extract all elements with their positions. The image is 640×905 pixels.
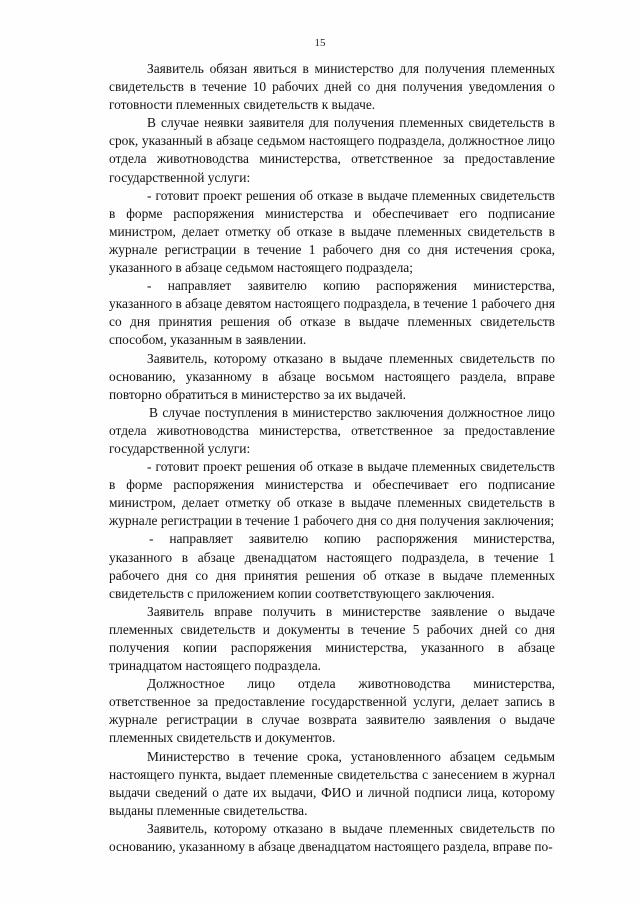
paragraph: В случае неявки заявителя для получения племенных свидетельств в срок, указанный в абзаце седьмом настоящего подраздела, должностное лицо отдела животноводства министерства, ответственное за предоставление государственной услуги: (109, 115, 555, 185)
page-number: 15 (314, 37, 326, 49)
paragraph: В случае поступления в министерство заключения должностное лицо отдела животноводства министерства, ответственное за предоставление государственной услуги: (109, 404, 555, 456)
list-item: - направляет заявителю копию распоряжения министерства, указанного в абзаце девятом настоящего подраздела, в течение 1 рабочего дня со дня принятия решения об отказе в выдаче племенных свидетельств способом, указанным в заявлении. (109, 278, 555, 348)
paragraph: Заявитель, которому отказано в выдаче племенных свидетельств по основанию, указанному в абзаце восьмом настоящего раздела, вправе повторно обратиться в министерство за их выдачей. (109, 350, 555, 402)
paragraph: Заявитель вправе получить в министерстве заявление о выдаче племенных свидетельств и документы в течение 5 рабочих дней со дня получения копии распоряжения министерства, указанного в абзаце тринадцатом настоящего подраздела. (109, 603, 555, 674)
paragraph: Заявитель, которому отказано в выдаче племенных свидетельств по основанию, указанному в абзаце двенадцатом настоящего раздела, вправе по- (109, 820, 555, 855)
paragraph: Министерство в течение срока, установленного абзацем седьмым настоящего пункта, выдает племенные свидетельства с занесением в журнал выдачи сведений о дате их выдачи, ФИО и личной подписи лица, которому выданы племенные свидетельства. (109, 748, 555, 818)
document-body (109, 60, 555, 856)
list-item: - направляет заявителю копию распоряжения министерства, указанного в абзаце двенадцатом настоящего подраздела, в течение 1 рабочего дня со дня принятия решения об отказе в выдаче племенных свидетельств с приложением копии соответствующего заключения. (109, 531, 555, 601)
list-item: - готовит проект решения об отказе в выдаче племенных свидетельств в форме распоряжения министерства и обеспечивает его подписание министром, делает отметку об отказе в выдаче племенных свидетельств в журнале регистрации в течение 1 рабочего дня со дня получения заключения; (109, 459, 555, 529)
list-item: - готовит проект решения об отказе в выдаче племенных свидетельств в форме распоряжения министерства и обеспечивает его подписание министром, делает отметку об отказе в выдаче племенных свидетельств в журнале регистрации в течение 1 рабочего дня со дня истечения срока, указанного в абзаце седьмом настоящего подраздела; (109, 187, 555, 276)
paragraph: Заявитель обязан явиться в министерство для получения племенных свидетельств в течение 10 рабочих дней со дня получения уведомления о готовности племенных свидетельств к выдаче. (109, 61, 555, 113)
paragraph: Должностное лицо отдела животноводства министерства, ответственное за предоставление государственной услуги, делает запись в журнале регистрации в случае возврата заявителю заявления о выдаче племенных свидетельств и документов. (109, 676, 555, 746)
